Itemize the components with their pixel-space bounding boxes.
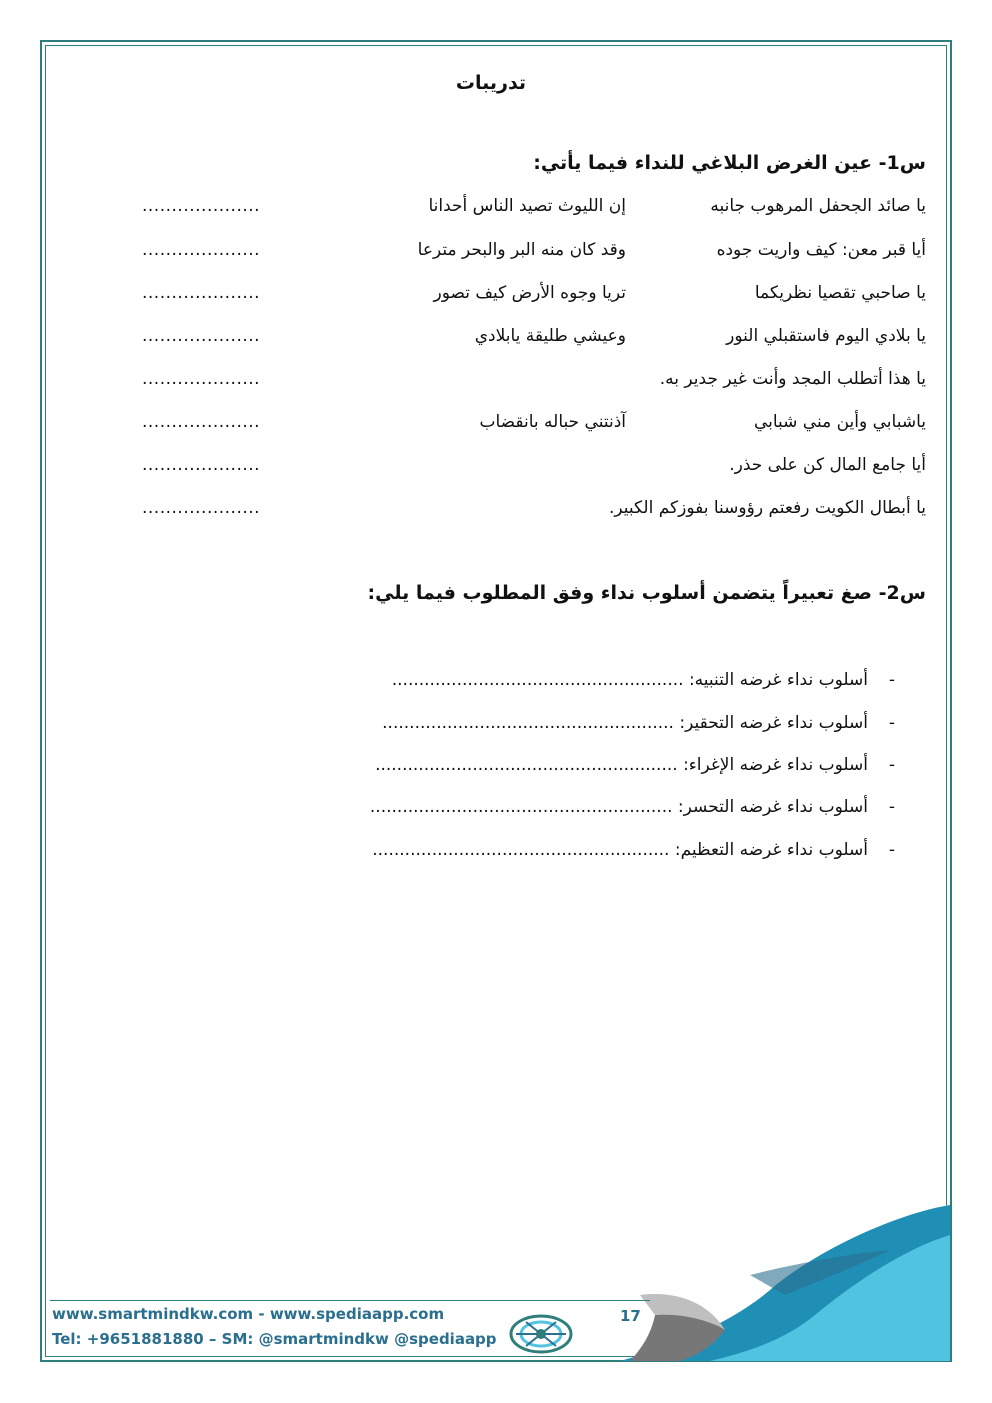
answer-blank[interactable]: .................... — [142, 326, 261, 346]
sentence: يا أبطال الكويت رفعتم رؤوسنا بفوزكم الكبير. — [609, 498, 926, 518]
verse-first-half: يا صاحبي تقصيا نظريكما — [754, 283, 926, 303]
question-1-heading: س1- عين الغرض البلاغي للنداء فيما يأتي: — [533, 152, 926, 174]
answer-blank[interactable]: .................... — [142, 369, 261, 389]
q1-row — [0, 240, 992, 270]
verse-first-half: يا بلادي اليوم فاستقبلي النور — [726, 326, 926, 346]
verse-second-half: آذنتني حباله بانقضاب — [479, 412, 626, 432]
answer-blank[interactable]: .................... — [142, 283, 261, 303]
q2-item-text: أسلوب نداء غرضه الإغراء: ........................................................ — [375, 755, 868, 775]
answer-blank[interactable]: .................... — [142, 196, 261, 216]
verse-first-half: أيا قبر معن: كيف واريت جوده — [716, 240, 926, 260]
q2-item-text: أسلوب نداء غرضه التحسر: ........................................................ — [369, 797, 868, 817]
bullet-dash: - — [888, 840, 895, 860]
q2-item[interactable] — [0, 670, 992, 700]
footer-websites[interactable]: www.smartmindkw.com - www.spediaapp.com — [52, 1305, 445, 1323]
answer-blank[interactable]: .................... — [142, 455, 261, 475]
bullet-dash: - — [888, 797, 895, 817]
q2-item-text: أسلوب نداء غرضه التنبيه: ...................................................... — [391, 670, 868, 690]
q2-item-text: أسلوب نداء غرضه التحقير: ...................................................... — [382, 713, 868, 733]
sentence: أيا جامع المال كن على حذر. — [729, 455, 926, 475]
q1-row — [0, 369, 992, 399]
verse-first-half: يا صائد الجحفل المرهوب جانبه — [710, 196, 926, 216]
verse-second-half: تريا وجوه الأرض كيف تصور — [433, 283, 626, 303]
verse-second-half: وقد كان منه البر والبحر مترعا — [417, 240, 626, 260]
brain-network-logo-icon — [508, 1312, 574, 1356]
footer-divider — [50, 1300, 650, 1301]
page-title: تدريبات — [455, 72, 527, 94]
answer-blank[interactable]: .................... — [142, 412, 261, 432]
wave-decoration-icon — [560, 1195, 950, 1361]
answer-blank[interactable]: .................... — [142, 240, 261, 260]
question-2-heading: س2- صغ تعبيراً يتضمن أسلوب نداء وفق المطلوب فيما يلي: — [367, 582, 926, 604]
verse-second-half: وعيشي طليقة يابلادي — [474, 326, 626, 346]
q2-item[interactable] — [0, 713, 992, 743]
q2-item[interactable] — [0, 755, 992, 785]
verse-second-half: إن الليوث تصيد الناس أحدانا — [428, 196, 626, 216]
q1-row — [0, 455, 992, 485]
q2-item[interactable] — [0, 797, 992, 827]
q2-item-text: أسلوب نداء غرضه التعظيم: ....................................................... — [372, 840, 868, 860]
footer-contact: Tel: +9651881880 – SM: @smartmindkw @spediaapp — [52, 1330, 497, 1348]
answer-blank[interactable]: .................... — [142, 498, 261, 518]
q1-row — [0, 283, 992, 313]
q1-row — [0, 412, 992, 442]
bullet-dash: - — [888, 670, 895, 690]
page-number: 17 — [620, 1307, 641, 1325]
q1-row — [0, 498, 992, 528]
sentence: يا هذا أتطلب المجد وأنت غير جدير به. — [659, 369, 926, 389]
q1-row — [0, 326, 992, 356]
q1-row — [0, 196, 992, 226]
bullet-dash: - — [888, 713, 895, 733]
q2-item[interactable] — [0, 840, 992, 870]
verse-first-half: ياشبابي وأين مني شبابي — [753, 412, 926, 432]
bullet-dash: - — [888, 755, 895, 775]
